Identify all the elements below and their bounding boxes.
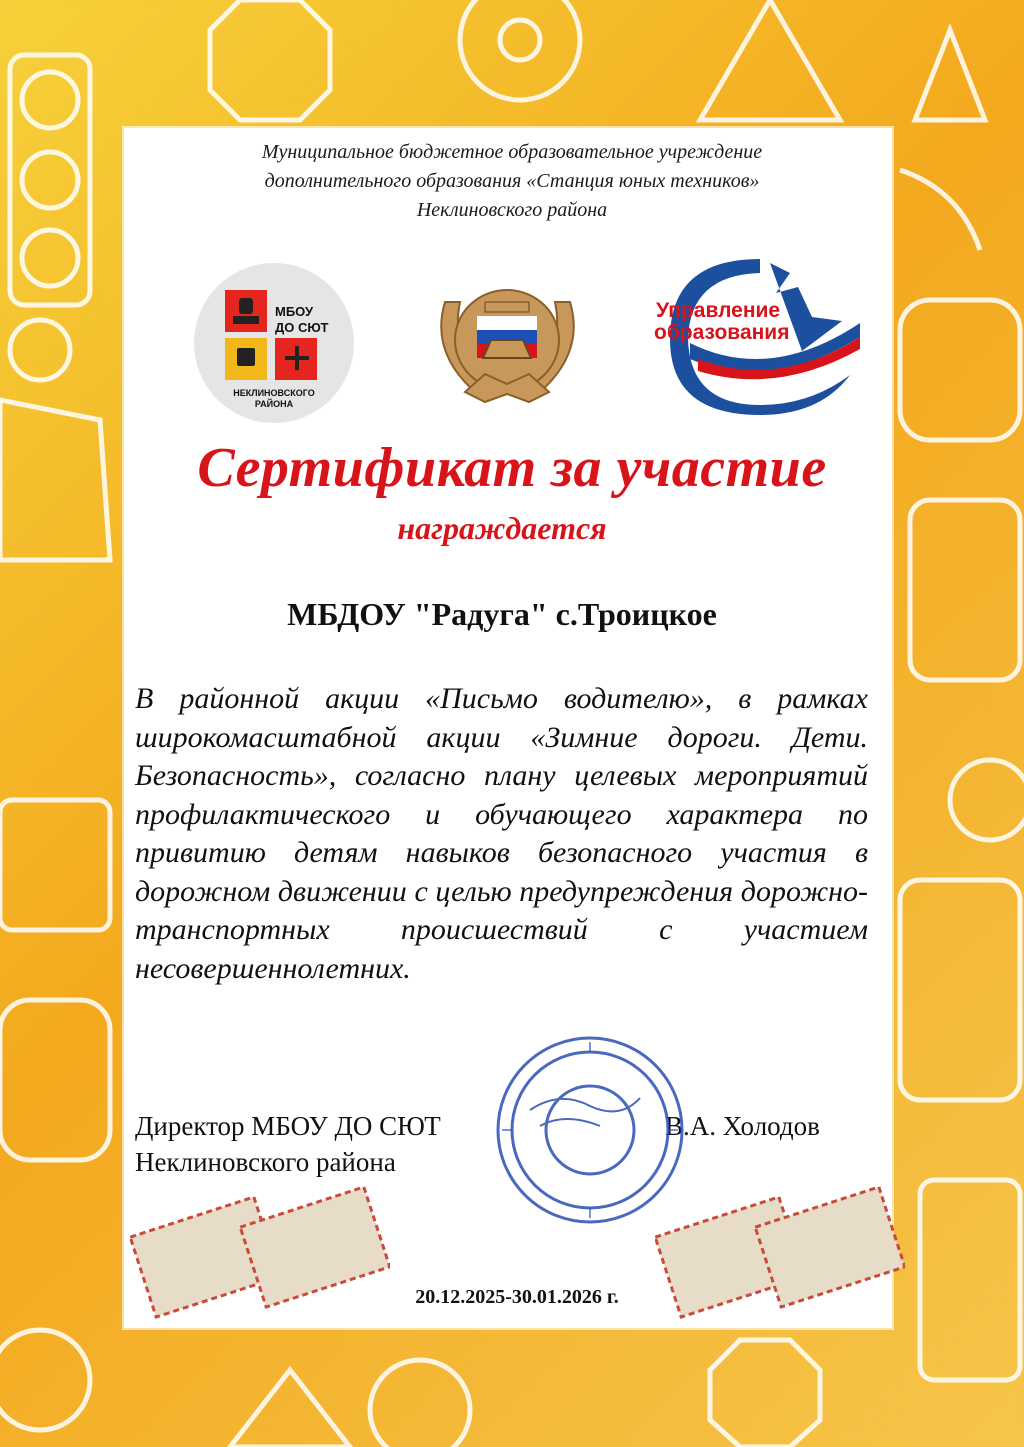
event-dates: 20.12.2025-30.01.2026 г. [415,1286,619,1308]
sut-logo-line3: НЕКЛИНОВСКОГО [233,388,315,398]
header-line-2: дополнительного образования «Станция юных техников» [264,170,760,192]
education-logo-line1: Управление [656,299,781,322]
recipient-name: МБДОУ "Радуга" с.Троицкое [287,596,717,632]
certificate-subtitle: награждается [397,510,607,546]
certificate-title: Сертификат за участие [197,437,827,499]
sut-logo-line1: МБОУ [275,304,314,319]
sut-logo-line4: РАЙОНА [254,399,294,409]
signatory-position-line2: Неклиновского района [135,1147,396,1177]
header-line-1: Муниципальное бюджетное образовательное учреждение [261,141,763,163]
education-department-logo [650,255,860,417]
sut-logo [193,262,355,424]
organization-header [0,138,1024,225]
header-line-3: Неклиновского района [416,199,608,221]
sut-logo-line2: ДО СЮТ [275,320,329,335]
education-logo-line2: образования [654,321,790,344]
signatory-name: В.А. Холодов [665,1111,820,1141]
signatory-position-line1: Директор МБОУ ДО СЮТ [135,1111,441,1141]
certificate-body: В районной акции «Письмо водителю», в рамках широкомасштабной акции «Зимние дороги. Дети. Безопасность», согласно плану целевых мероприятий профилактического и обучающего характера по привитию детям навыков безопасного участия в дорожном движении с целью предупреждения дорожно-транспортных происшествий с участием несовершеннолетних. [135,682,868,985]
gibdd-emblem [425,262,590,412]
